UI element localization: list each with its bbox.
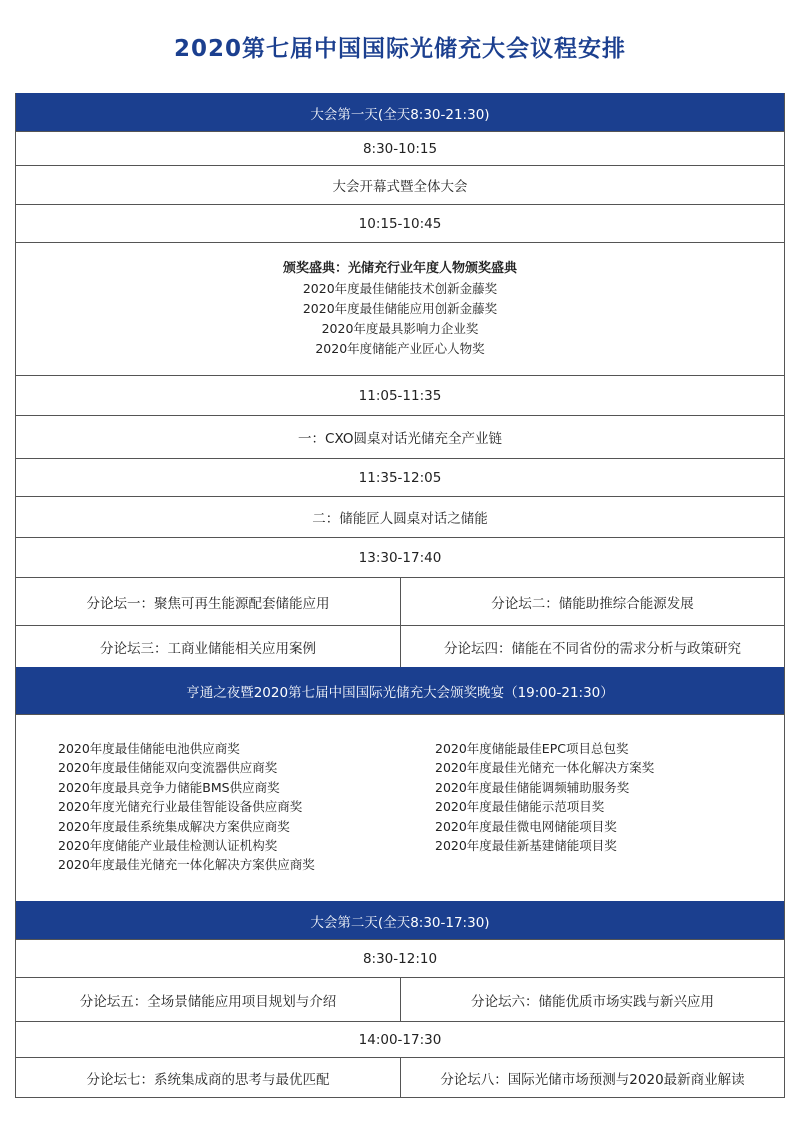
roundtable-2: 二：储能匠人圆桌对话之储能 — [312, 511, 488, 527]
forum-5: 分论坛五：全场景储能应用项目规划与介绍 — [79, 993, 337, 1010]
time-text: 14:00-17:30 — [358, 1031, 442, 1048]
time-slot — [16, 131, 784, 165]
day2-header-text: 大会第二天(全天8:30-17:30) — [310, 914, 490, 931]
time-text: 13:30-17:40 — [358, 549, 442, 566]
time-text: 8:30-12:10 — [362, 950, 438, 967]
gala-awards-left — [58, 739, 315, 875]
session-row — [16, 165, 784, 204]
forum-7: 分论坛七：系统集成商的思考与最优匹配 — [86, 1071, 330, 1088]
gala-award-item: 2020年度光储充行业最佳智能设备供应商奖 — [58, 799, 303, 815]
forum-3: 分论坛三：工商业储能相关应用案例 — [100, 640, 316, 657]
forum-row — [16, 977, 784, 1021]
forum-1: 分论坛一：聚焦可再生能源配套储能应用 — [86, 595, 330, 612]
gala-header-text: 亨通之夜暨2020第七届中国国际光储充大会颁奖晚宴（19:00-21:30） — [186, 685, 614, 701]
time-slot — [16, 1021, 784, 1057]
time-text: 11:05-11:35 — [358, 387, 442, 404]
day1-header-text: 大会第一天(全天8:30-21:30) — [310, 106, 490, 123]
day1-header — [16, 93, 784, 131]
roundtable-1: 一：CXO圆桌对话光储充全产业链 — [298, 431, 502, 447]
forum-row — [16, 1057, 784, 1097]
time-slot — [16, 204, 784, 242]
forum-row — [16, 577, 784, 625]
awards-session — [16, 242, 784, 375]
gala-award-item: 2020年度最佳光储充一体化解决方案奖 — [435, 760, 655, 776]
gala-award-item: 2020年度最佳储能双向变流器供应商奖 — [58, 760, 278, 776]
gala-award-item: 2020年度最佳新基建储能项目奖 — [435, 838, 617, 854]
award-item: 2020年度最佳储能应用创新金藤奖 — [302, 301, 498, 316]
forum-6: 分论坛六：储能优质市场实践与新兴应用 — [400, 978, 784, 1021]
time-slot — [16, 537, 784, 577]
session-opening: 大会开幕式暨全体大会 — [332, 179, 468, 195]
forum-row — [16, 625, 784, 667]
time-text: 11:35-12:05 — [358, 469, 442, 486]
awards-heading: 颁奖盛典：光储充行业年度人物颁奖盛典 — [282, 261, 517, 276]
gala-awards — [16, 714, 784, 901]
gala-awards-right — [435, 739, 654, 855]
time-slot — [16, 375, 784, 415]
award-item: 2020年度最具影响力企业奖 — [321, 321, 479, 336]
award-item: 2020年度最佳储能技术创新金藤奖 — [302, 281, 498, 296]
time-text: 10:15-10:45 — [358, 215, 442, 232]
gala-award-item: 2020年度最佳储能调频辅助服务奖 — [435, 779, 630, 795]
time-slot — [16, 939, 784, 977]
forum-8: 分论坛八：国际光储市场预测与2020最新商业解读 — [400, 1058, 784, 1097]
day2-header — [16, 901, 784, 939]
gala-award-item: 2020年度最具竞争力储能BMS供应商奖 — [58, 779, 280, 795]
award-item: 2020年度储能产业匠心人物奖 — [315, 341, 485, 356]
gala-award-item: 2020年度最佳微电网储能项目奖 — [435, 818, 617, 834]
agenda-table — [15, 93, 785, 1098]
page-title: 2020第七届中国国际光储充大会议程安排 — [173, 36, 626, 62]
session-row — [16, 415, 784, 458]
gala-award-item: 2020年度最佳储能示范项目奖 — [435, 799, 605, 815]
gala-award-item: 2020年度最佳储能电池供应商奖 — [58, 741, 240, 756]
forum-2: 分论坛二：储能助推综合能源发展 — [400, 578, 784, 625]
gala-award-item: 2020年度储能产业最佳检测认证机构奖 — [58, 838, 278, 854]
gala-award-item: 2020年度最佳光储充一体化解决方案供应商奖 — [58, 857, 315, 873]
forum-4: 分论坛四：储能在不同省份的需求分析与政策研究 — [400, 626, 784, 667]
session-row — [16, 496, 784, 537]
time-slot — [16, 458, 784, 496]
time-text: 8:30-10:15 — [362, 140, 438, 157]
gala-award-item: 2020年度最佳系统集成解决方案供应商奖 — [58, 818, 290, 834]
gala-award-item: 2020年度储能最佳EPC项目总包奖 — [435, 741, 629, 756]
gala-header — [16, 667, 784, 714]
